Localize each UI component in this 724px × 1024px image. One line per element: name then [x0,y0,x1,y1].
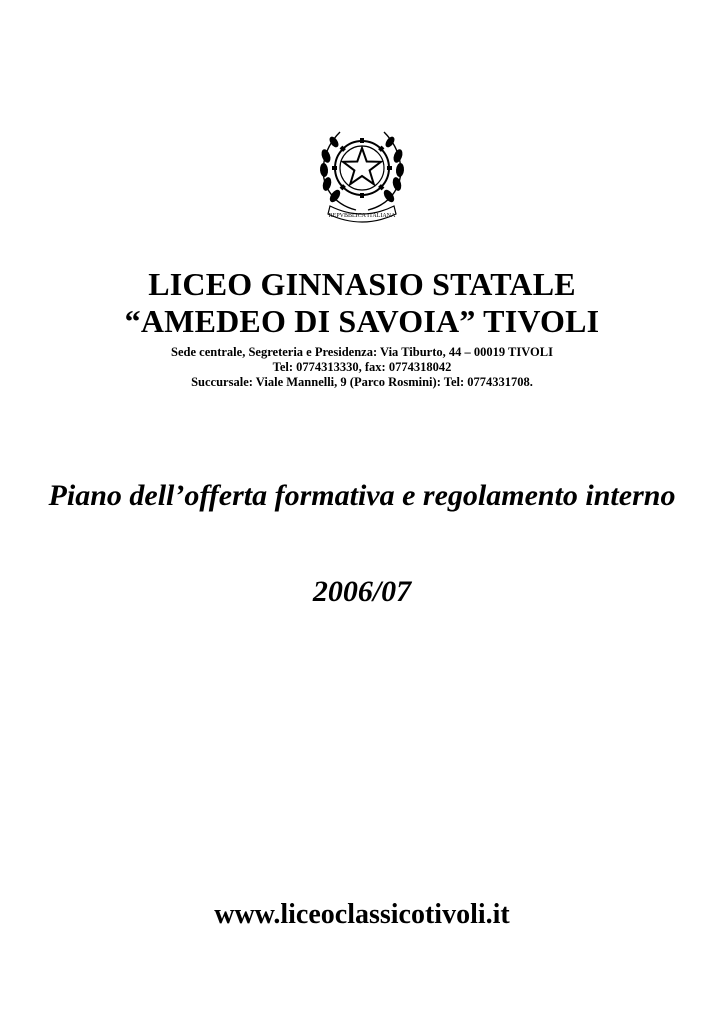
address-line-2: Tel: 0774313330, fax: 0774318042 [272,360,452,374]
document-title-block [40,478,684,514]
school-name-line-1: LICEO GINNASIO STATALE [148,266,576,302]
emblem-ribbon-text: REPVBBLICA ITALIANA [328,213,396,219]
website-url: www.liceoclassicotivoli.it [214,899,510,930]
document-year: 2006/07 [312,575,412,608]
emblema-repubblica-italiana-icon [312,118,412,228]
address-line-1: Sede centrale, Segreteria e Presidenza: Via Tiburto, 44 – 00019 TIVOLI [171,345,553,359]
address-line-3: Succursale: Viale Mannelli, 9 (Parco Rosmini): Tel: 0774331708. [191,375,533,389]
school-name-line-2: “AMEDEO DI SAVOIA” TIVOLI [124,303,600,339]
document-title: Piano dell’offerta formativa e regolamento interno [48,479,676,512]
school-header [0,266,724,390]
